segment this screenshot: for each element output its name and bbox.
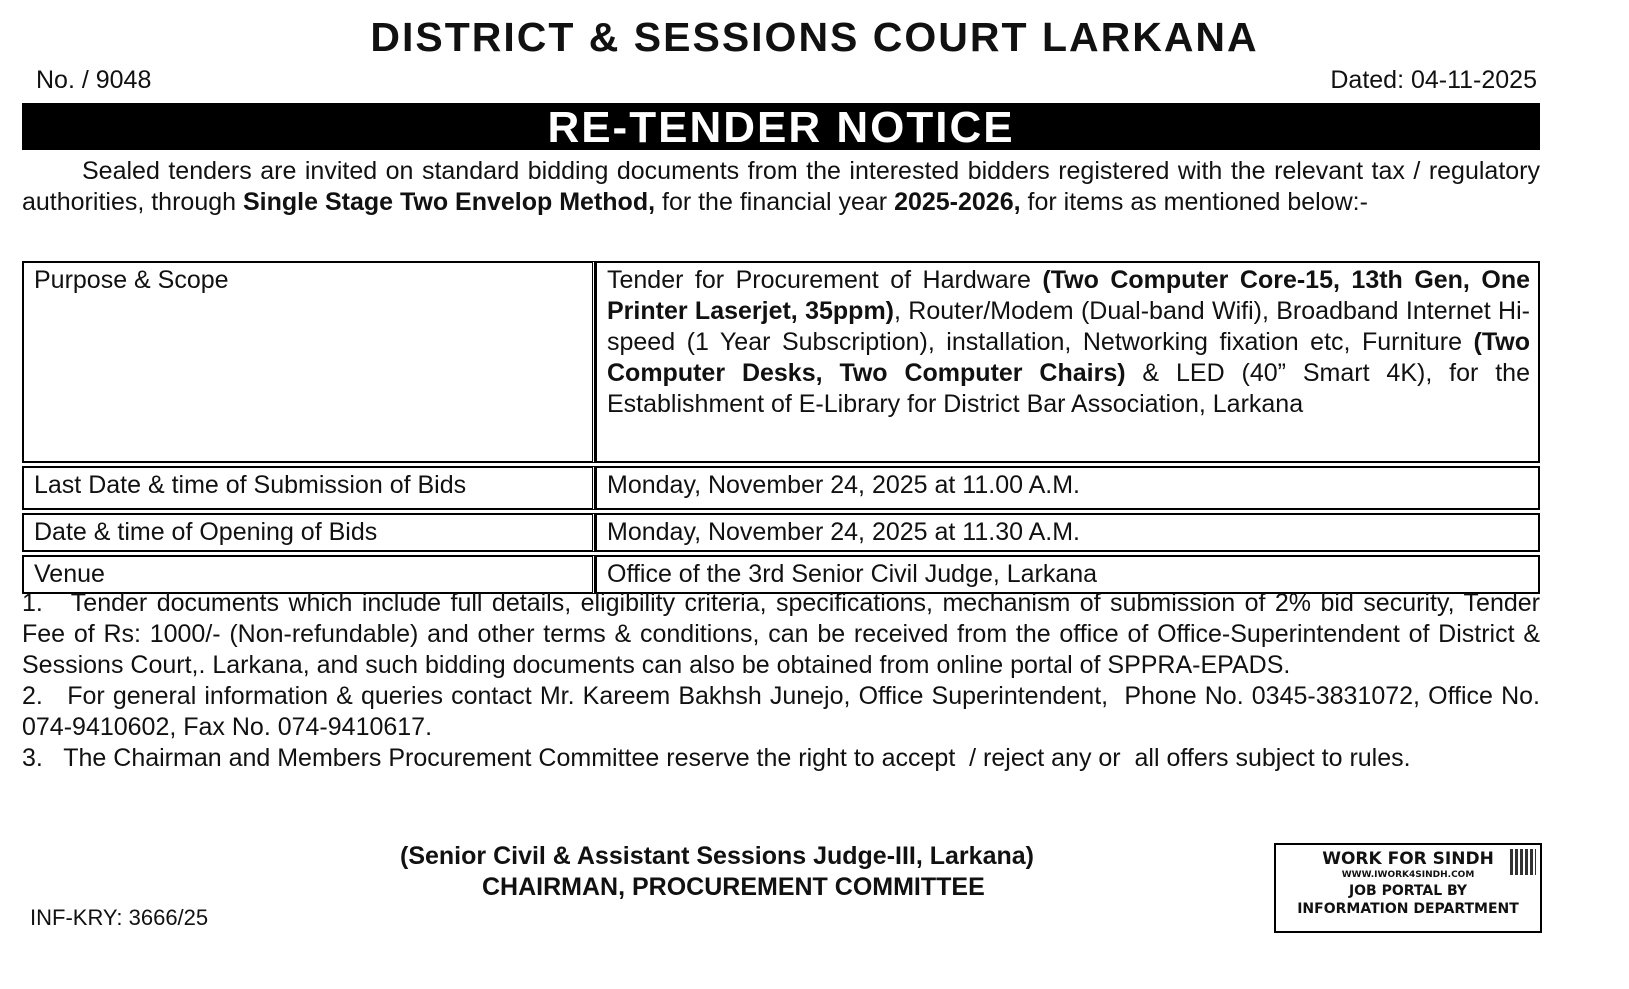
table-row — [22, 261, 1540, 463]
venue-label: Venue — [22, 555, 595, 594]
notice-title-banner: RE-TENDER NOTICE — [22, 103, 1540, 150]
tender-details-table — [22, 258, 1540, 597]
opening-label: Date & time of Opening of Bids — [22, 513, 595, 552]
logo-line: JOB PORTAL BY — [1348, 883, 1468, 899]
table-row — [22, 513, 1540, 552]
table-row — [22, 466, 1540, 510]
opening-value: Monday, November 24, 2025 at 11.30 A.M. — [595, 513, 1540, 552]
note-item: 3. The Chairman and Members Procurement Committee reserve the right to accept / reject any or all offers subject to rules. — [22, 744, 1411, 772]
intro-text: Sealed tenders are invited on standard bidding documents from the interested bidders registered with the relevant tax / regulatory authorities, through — [22, 157, 1540, 216]
intro-text: for the financial year — [655, 188, 895, 216]
notice-number: No. / 9048 — [36, 66, 152, 94]
note-item: 1. Tender documents which include full details, eligibility criteria, specifications, mechanism of submission of 2% bid security, Tender Fee of Rs: 1000/- (Non-refundable) and other terms & conditions, can be received from the office of Office-Superintendent of District & Sessions Court,. Larkana, and such bidding documents can also be obtained from online portal of SPPRA-EPADS. — [22, 589, 1547, 679]
submission-value: Monday, November 24, 2025 at 11.00 A.M. — [595, 466, 1540, 510]
intro-year: 2025-2026, — [894, 188, 1021, 216]
purpose-value: Tender for Procurement of Hardware (Two Computer Core-15, 13th Gen, One Printer Laserjet, 35ppm), Router/Modem (Dual-band Wifi), Broadband Internet Hi-speed (1 Year Subscription), installation, Networking fixation etc, Furniture (Two Computer Desks, Two Computer Chairs) & LED (40” Smart 4K), for the Establishment of E-Library for District Bar Association, Larkana — [595, 261, 1540, 463]
purpose-label: Purpose & Scope — [22, 261, 595, 463]
qr-code-icon — [1510, 849, 1536, 875]
signatory-title: CHAIRMAN, PROCUREMENT COMMITTEE — [482, 873, 985, 901]
intro-text: for items as mentioned below:- — [1020, 188, 1368, 216]
signatory-designation: (Senior Civil & Assistant Sessions Judge-III, Larkana) — [400, 842, 1034, 870]
court-title: DISTRICT & SESSIONS COURT LARKANA — [370, 14, 1259, 60]
logo-url: WWW.IWORK4SINDH.COM — [1341, 870, 1475, 880]
iwork4sindh-logo — [1274, 843, 1542, 933]
intro-paragraph — [22, 156, 1540, 218]
reference-number: INF-KRY: 3666/25 — [30, 905, 209, 930]
notes-list — [22, 588, 1547, 774]
logo-name: WORK FOR SINDH — [1322, 849, 1494, 869]
intro-method: Single Stage Two Envelop Method, — [242, 188, 656, 216]
venue-value: Office of the 3rd Senior Civil Judge, Larkana — [595, 555, 1540, 594]
logo-line: INFORMATION DEPARTMENT — [1297, 901, 1519, 917]
notice-date: Dated: 04-11-2025 — [1330, 66, 1537, 94]
note-item: 2. For general information & queries contact Mr. Kareem Bakhsh Junejo, Office Superintendent, Phone No. 0345-3831072, Office No. 074-9410602, Fax No. 074-9410617. — [22, 682, 1547, 741]
submission-label: Last Date & time of Submission of Bids — [22, 466, 595, 510]
